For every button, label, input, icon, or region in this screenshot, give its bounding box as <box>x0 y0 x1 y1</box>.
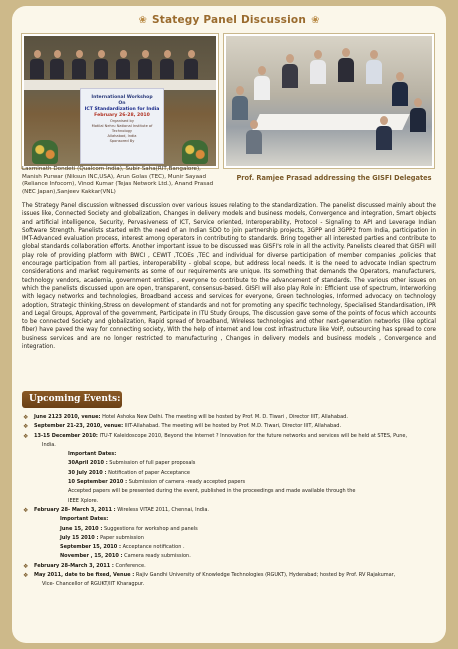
panelist-figure <box>160 50 174 80</box>
events-list <box>22 413 436 590</box>
event-item <box>22 413 436 422</box>
event-item <box>22 571 436 580</box>
event-item <box>22 562 436 571</box>
discussion-paragraph: The Strategy Panel discussion witnessed discussion over various issues relating to the standardization. The panelist discussed mainly about the issues like, Connected Society and globalization, Changes in delivery models and business models, Convergence and integration, Smart objects and artificial intelligence, Security, Pervasiveness of ICT, Service oriented, Interoperability, Protocol - Signaling to API and Leverage Indian Software Strength. Panelists started with the need of an Indian SDO to join partnership projects, 3GPP and 3GPP2 from India, participation in IMT-Advanced evaluation process, interest among operators in contributing to standards. Bring together all interested parties and contribute to global standards collaboration efforts. Another important issue to be discussed was GISFI's role in all the activity. Panelists cleared that GISFI will play role of providing platform with BWCI , CEWIT ,TCOEs ,TEC and individual for diverse participation of member companies ,policies that encourage participation from all parties, interoperability - global scope, but address local needs. It is the need to advocate Indian spectrum considerations and market requirements as some of our requirements are unique. Its something that demands the Operators, manufacturers, technology vendors, academia, government entities , everyone to contribute to the advancement of standards. The various other issues on which the panelists discussed upon are open, transparent, consensus-based. GISFI will also play Role in: Efficient use of spectrum, Interworking with legacy networks and technologies, Broadband access and services for everyone, Green technologies, Informed advocacy on technology adoption, Strategic thinking,Stress on development of standards and not for promoting any specific technology, Specialised Standardisation, IPR and Legal Groups, Approval of the government, Participate in ITU Study Groups, The discussion gave some of the points of focus which accounts to be connected Society and globalization, Rapid spread of broadband, Wireless technologies and other next-generation networks (like optical fiber) have paved the way for connecting society, With the help of internet and low cost infrastructure like VoIP, outsourcing has spread to core business services and are no longer restricted to manufacturing , Changes in delivery models and business models , Convergence and integration. <box>22 203 436 351</box>
panelist-figure <box>116 50 130 80</box>
banner-sub: Organised by <box>110 119 134 123</box>
page-title: Stategy Panel Discussion <box>151 14 307 26</box>
delegate-figure <box>282 54 298 88</box>
date-item: September 15, 2010 : Acceptance notification . <box>60 544 185 551</box>
event-text: Hotel Ashoka New Delhi. The meeting will be hosted by Prof. M. D. Tiwari , Director IIIT, Allahabad. <box>100 414 348 420</box>
bullet-icon: ❖ <box>23 414 29 421</box>
bullet-icon: ❖ <box>23 423 29 431</box>
upcoming-events-header <box>22 391 122 408</box>
kaleidoscope-note: Accepted papers will be presented during the event, published in the proceedings and made available through the <box>68 488 356 495</box>
event-text: Wireless VITAE 2011, Chennai, India. <box>115 506 209 513</box>
date-item: July 15 2010 : Paper submission <box>60 534 144 541</box>
upcoming-events-title: Upcoming Events: <box>29 394 121 404</box>
kaleidoscope-note-continued: IEEE Xplore. <box>68 497 99 504</box>
ornament-right-icon: ❀ <box>311 15 320 26</box>
event-text: Conference. <box>113 562 146 569</box>
delegates-photo-caption: Prof. Ramjee Prasad addressing the GISFI Delegates <box>236 174 432 182</box>
panel-photo-caption: Laxminath Dondeti (Qualcom India), Subir Saha(RIT,Bangalore), Manish Purwar (Niksun INC,USA), Arun Golas (TEC), Munir Sayaad (Reliance Infocom), Vinod Kumar (Tejas Network Ltd.), Anand Prasad (NEC Japan),Sanjeev Kakkar(VNL) <box>22 166 214 195</box>
panelist-figure <box>50 50 64 80</box>
delegate-figure <box>376 116 392 150</box>
panelist-figure <box>184 50 198 80</box>
event-date: February 28- March 3, 2011 : <box>34 506 116 513</box>
bullet-icon: ❖ <box>23 572 29 580</box>
flower-arrangement <box>32 140 58 164</box>
date-item: 30 July 2010 : Notification of paper Acceptance <box>68 469 191 476</box>
bullet-icon: ❖ <box>23 562 29 570</box>
event-text-continued: India. <box>42 441 56 448</box>
date-item: November , 15, 2010 : Camera ready submission. <box>60 553 191 560</box>
delegate-figure <box>366 50 382 84</box>
panelist-figure <box>30 50 44 80</box>
delegates-photo <box>224 34 434 168</box>
banner-line: On <box>118 101 126 106</box>
flower-arrangement <box>182 140 208 164</box>
date-item: June 15, 2010 : Suggestions for workshop and panels <box>60 525 198 532</box>
delegate-figure <box>232 86 248 120</box>
event-text-continued: Vice- Chancellor of RGUKT/IIT Kharagpur. <box>42 581 145 588</box>
event-item <box>22 422 436 431</box>
delegate-figure <box>338 48 354 82</box>
event-text: IIIT-Allahabad. The meeting will be hosted by Prof. M.D. Tiwari, Director IIIT, Allahabad. <box>123 423 342 430</box>
delegate-figure <box>254 66 270 100</box>
banner-sub: Sponsored By <box>109 139 135 143</box>
title-bar <box>12 8 446 30</box>
bullet-icon: ❖ <box>23 432 29 440</box>
delegate-figure <box>392 72 408 106</box>
newsletter-panel <box>12 6 446 643</box>
banner-line: February 26-28, 2010 <box>94 113 150 118</box>
important-dates-heading: Important Dates: <box>60 516 109 523</box>
important-dates-heading: Important Dates: <box>68 451 117 458</box>
banner-line: ICT Standardization for India <box>84 107 160 112</box>
event-date: September 21-23, 2010, venue: <box>34 423 124 430</box>
event-text: Rajiv Gandhi University of Knowledge Technologies (RGUKT), Hyderabad; hosted by Prof. RV Rajakumar, <box>134 572 396 579</box>
panelist-figure <box>94 50 108 80</box>
delegate-figure <box>310 50 326 84</box>
event-item <box>22 432 436 441</box>
date-item: 30April 2010 : Submission of full paper proposals <box>68 460 196 467</box>
event-date: 13-15 December 2010: <box>34 432 98 439</box>
banner-sub: Motilal Nehru National Institute of Technology <box>91 124 153 133</box>
bullet-icon: ❖ <box>23 506 29 514</box>
panelist-figure <box>72 50 86 80</box>
date-item: 10 September 2010 : Submission of camera -ready accepted papers <box>68 479 246 486</box>
banner-sub: Allahabad, India <box>107 134 137 138</box>
panel-photo <box>22 34 218 168</box>
delegate-figure <box>246 120 262 154</box>
workshop-banner <box>80 88 164 164</box>
ornament-left-icon: ❀ <box>138 15 147 26</box>
panelist-figure <box>138 50 152 80</box>
banner-line: International Workshop <box>91 95 153 100</box>
event-text: ITU-T Kaleidoscope 2010, Beyond the Internet ? Innovation for the future networks and services will be held at STES, Pune, <box>97 432 408 439</box>
event-date: June 2123 2010, venue: <box>34 414 101 420</box>
event-date: February 28-March 3, 2011 : <box>34 562 114 569</box>
event-date: May 2011, date to be fixed, Venue : <box>34 572 135 579</box>
event-item <box>22 506 436 515</box>
delegate-figure <box>410 98 426 132</box>
